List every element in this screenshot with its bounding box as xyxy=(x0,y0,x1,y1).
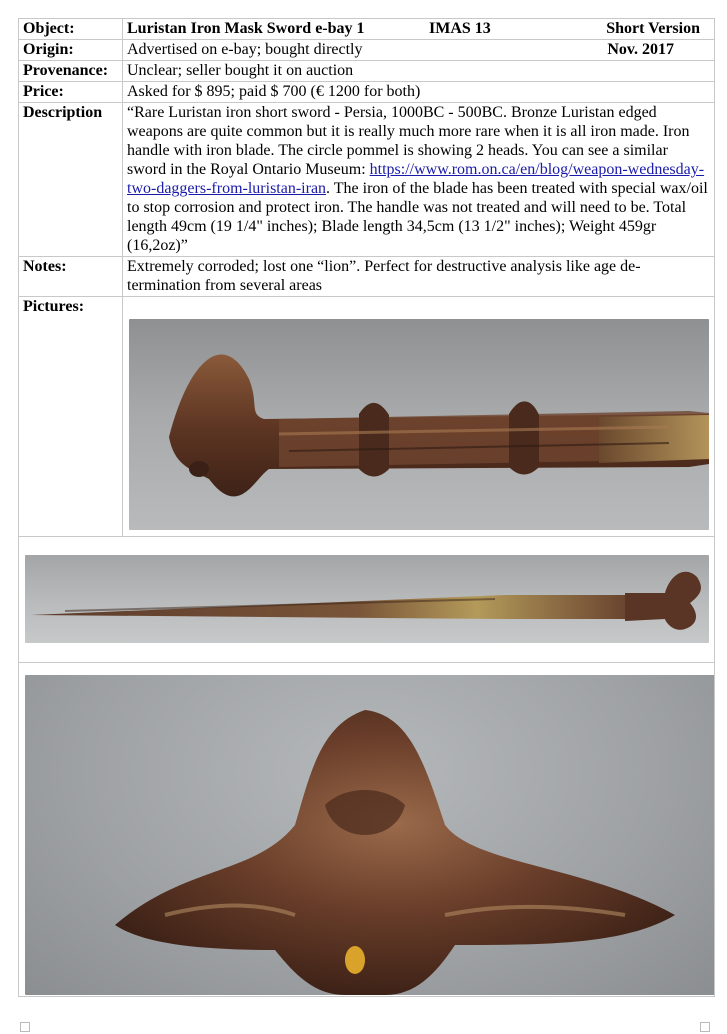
sword-hilt-image xyxy=(129,319,709,530)
origin-row xyxy=(19,40,715,61)
notes-value: Extremely corroded; lost one “lion”. Perfect for destructive analysis like age de-termination from several areas xyxy=(123,257,715,297)
pictures-row xyxy=(19,297,715,537)
record-table xyxy=(18,18,715,997)
date-value: Nov. 2017 xyxy=(607,41,674,58)
version-label: Short Version xyxy=(606,20,700,37)
price-label: Price: xyxy=(19,82,123,103)
object-row xyxy=(19,19,715,40)
page-corner-mark-right xyxy=(700,1022,710,1032)
sword-hilt-photo xyxy=(129,319,709,530)
pommel-row xyxy=(19,663,715,997)
notes-label: Notes: xyxy=(19,257,123,297)
pommel-closeup-image xyxy=(25,675,715,995)
price-row xyxy=(19,82,715,103)
pommel-closeup-photo xyxy=(25,675,715,995)
provenance-row xyxy=(19,61,715,82)
provenance-value: Unclear; seller bought it on auction xyxy=(123,61,715,82)
pictures-label: Pictures: xyxy=(19,297,123,537)
description-text-before: “Rare Luristan iron short sword - Persia, 1000BC - 500BC. Bronze Luristan edged weapons are quite common but it is really much more rare when it is all iron made. Iron handle with iron blade. The circle pommel is showing 2 heads. You can see a similar sword in the Royal Ontario Museum: xyxy=(127,104,690,178)
origin-label: Origin: xyxy=(19,40,123,61)
object-label: Object: xyxy=(19,19,123,40)
full-sword-image xyxy=(25,555,709,643)
description-row xyxy=(19,103,715,257)
page-corner-mark-left xyxy=(20,1022,30,1032)
rom-link[interactable]: https://www.rom.on.ca/en/blog/weapon-wednesday-two-daggers-from-luristan-iran xyxy=(127,161,705,197)
description-text-after: . The iron of the blade has been treated with special wax/oil to stop corrosion and protect iron. The handle was not treated and will need to be. Total length 49cm (19 1/4" inches); Blade length 34,5cm (13 1/2" inches); Weight 459gr (16,2oz)” xyxy=(127,180,708,254)
object-title: Luristan Iron Mask Sword e-bay 1 xyxy=(127,20,365,37)
full-sword-row xyxy=(19,537,715,663)
origin-value: Advertised on e-bay; bought directly xyxy=(127,41,363,58)
object-code: IMAS 13 xyxy=(429,20,491,37)
description-label: Description xyxy=(19,103,123,257)
description-text xyxy=(123,103,715,257)
notes-row xyxy=(19,257,715,297)
price-value: Asked for $ 895; paid $ 700 (€ 1200 for both) xyxy=(123,82,715,103)
provenance-label: Provenance: xyxy=(19,61,123,82)
full-sword-photo xyxy=(25,555,709,643)
